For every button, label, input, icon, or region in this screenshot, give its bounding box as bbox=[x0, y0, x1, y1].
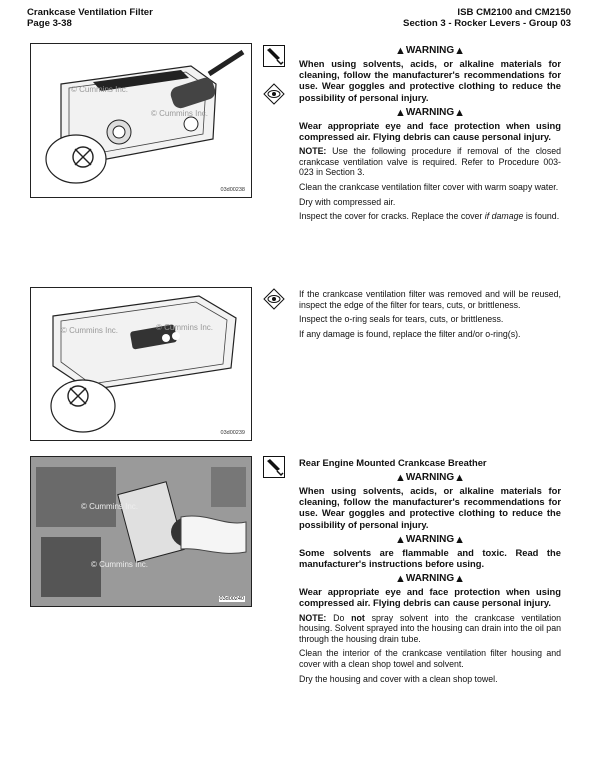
page-number: Page 3-38 bbox=[27, 18, 72, 29]
warning-triangle-icon: ▲ bbox=[454, 45, 466, 57]
procedure-step: Dry the housing and cover with a clean shop towel. bbox=[299, 673, 498, 684]
inspect-eye-icon bbox=[263, 83, 285, 105]
engine-breather-photo bbox=[31, 457, 251, 606]
page-header-right bbox=[403, 7, 571, 29]
watermark: © Cummins Inc. bbox=[61, 326, 119, 335]
warning-triangle-icon: ▲ bbox=[454, 472, 466, 484]
warning-text: Wear appropriate eye and face protection when using compressed air. Flying debris can cause personal injury. bbox=[299, 586, 561, 609]
warning-triangle-icon: ▲ bbox=[394, 472, 406, 484]
watermark: © Cummins Inc. bbox=[91, 560, 149, 569]
warning-heading: ▲WARNING▲ bbox=[394, 106, 466, 119]
filter-cover-brush-illustration bbox=[31, 44, 251, 197]
figure-cover-cleaning bbox=[30, 43, 252, 198]
warning-heading: ▲WARNING▲ bbox=[394, 533, 466, 546]
section-filter-inspection bbox=[299, 289, 561, 343]
engine-model: ISB CM2100 and CM2150 bbox=[457, 7, 571, 18]
warning-triangle-icon: ▲ bbox=[394, 533, 406, 546]
warning-heading: ▲WARNING▲ bbox=[394, 573, 466, 586]
warning-text: When using solvents, acids, or alkaline materials for cleaning, follow the manufacturer's recommendations for use. Wear goggles and protective clothing to reduce the possibility of personal injury. bbox=[299, 58, 561, 103]
manual-section-title: Crankcase Ventilation Filter bbox=[27, 7, 153, 18]
warning-triangle-icon: ▲ bbox=[454, 573, 466, 586]
inspect-eye-icon bbox=[263, 288, 285, 310]
warning-triangle-icon: ▲ bbox=[454, 106, 466, 119]
warning-triangle-icon: ▲ bbox=[394, 573, 406, 586]
watermark: © Cummins Inc. bbox=[156, 323, 214, 332]
watermark: © Cummins Inc. bbox=[81, 502, 139, 511]
note: NOTE: Do not spray solvent into the crankcase ventilation housing. Solvent sprayed into the housing can drain into the oil pan through the housing drain tube. bbox=[299, 612, 561, 644]
procedure-step: Inspect the cover for cracks. Replace the cover if damage is found. bbox=[299, 211, 560, 222]
watermark: © Cummins Inc. bbox=[71, 85, 129, 94]
procedure-step: Clean the interior of the crankcase ventilation filter housing and cover with a clean shop towel and solvent. bbox=[299, 648, 561, 669]
watermark: © Cummins Inc. bbox=[151, 109, 209, 118]
section-cover-cleaning bbox=[299, 45, 561, 226]
cleaning-brush-icon bbox=[263, 456, 285, 478]
procedure-step: If any damage is found, replace the filter and/or o-ring(s). bbox=[299, 328, 521, 339]
section-rear-breather bbox=[299, 457, 561, 688]
figure-filter-inspection bbox=[30, 287, 252, 441]
procedure-step: Clean the crankcase ventilation filter cover with warm soapy water. bbox=[299, 182, 559, 192]
figure-breather-cleaning-photo bbox=[30, 456, 252, 607]
procedure-step: Dry with compressed air. bbox=[299, 196, 396, 207]
warning-heading: ▲WARNING▲ bbox=[394, 472, 466, 484]
page-header-left bbox=[27, 7, 153, 29]
note: NOTE: Use the following procedure if removal of the closed crankcase ventilation valve is required. Refer to Procedure 003-023 in Section 3. bbox=[299, 146, 561, 178]
procedure-step: Inspect the o-ring seals for tears, cuts, or brittleness. bbox=[299, 314, 504, 325]
warning-text: Wear appropriate eye and face protection when using compressed air. Flying debris can cause personal injury. bbox=[299, 119, 561, 143]
cleaning-brush-icon bbox=[263, 45, 285, 67]
filter-inspect-illustration bbox=[31, 288, 251, 440]
section-group: Section 3 - Rocker Levers - Group 03 bbox=[403, 18, 571, 29]
warning-triangle-icon: ▲ bbox=[394, 106, 406, 119]
warning-triangle-icon: ▲ bbox=[394, 45, 406, 57]
procedure-step: If the crankcase ventilation filter was removed and will be reused, inspect the edge of the filter for tears, cuts, or brittleness. bbox=[299, 289, 561, 310]
warning-text: When using solvents, acids, or alkaline materials for cleaning, follow the manufacturer's recommendations for use. Wear goggles and protective clothing to reduce the possibility of personal injury. bbox=[299, 485, 561, 530]
warning-triangle-icon: ▲ bbox=[454, 533, 466, 546]
warning-heading: ▲WARNING▲ bbox=[394, 45, 466, 57]
section-title: Rear Engine Mounted Crankcase Breather bbox=[299, 457, 487, 468]
figure-number: 03d00238 bbox=[220, 187, 245, 193]
figure-number: 03d00240 bbox=[219, 596, 244, 602]
figure-number: 03d00239 bbox=[220, 430, 245, 436]
warning-text: Some solvents are flammable and toxic. Read the manufacturer's instructions before using. bbox=[299, 546, 561, 570]
